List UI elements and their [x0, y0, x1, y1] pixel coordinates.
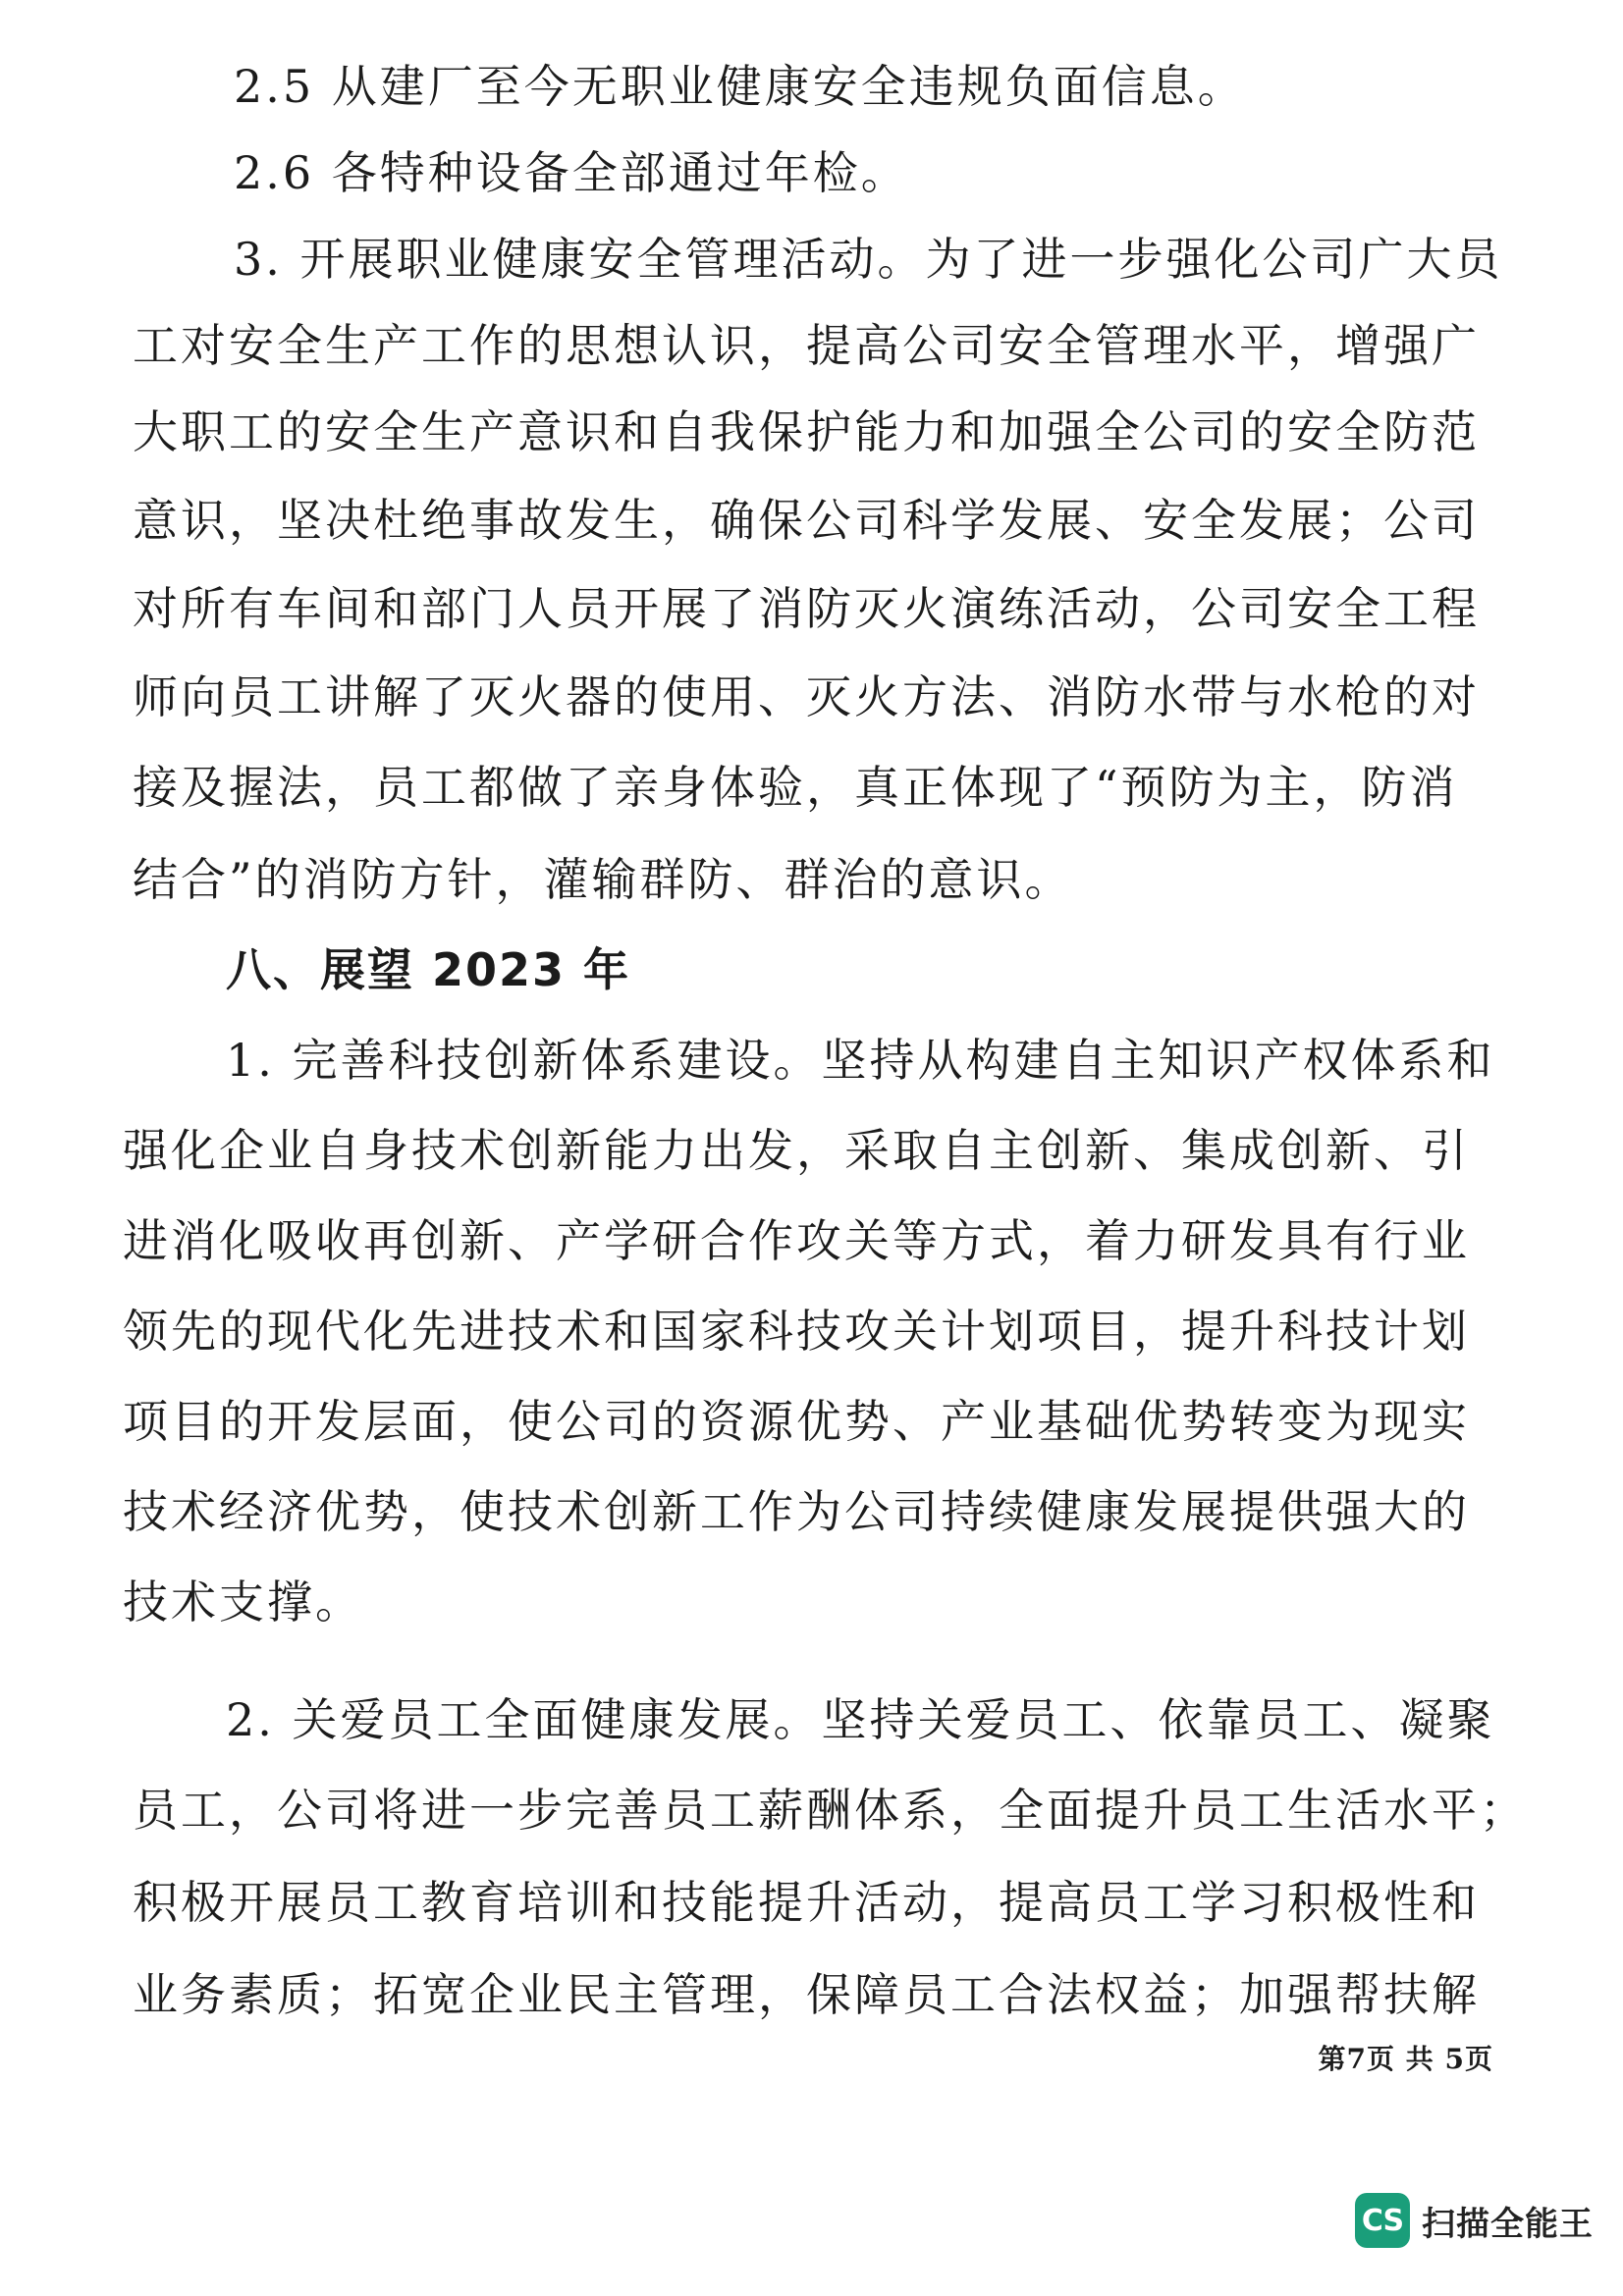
text-line: 技术支撑。	[123, 1575, 363, 1629]
text-line: 2.6 各特种设备全部通过年检。	[234, 146, 909, 199]
page-number: 第7页 共 5页	[1318, 2043, 1493, 2075]
text-line: 技术经济优势，使技术创新工作为公司持续健康发展提供强大的	[123, 1485, 1470, 1538]
text-line: 进消化吸收再创新、产学研合作攻关等方式，着力研发具有行业	[123, 1214, 1470, 1267]
text-line: 2.5 从建厂至今无职业健康安全违规负面信息。	[234, 60, 1246, 113]
camscanner-logo-icon: CS	[1355, 2193, 1410, 2248]
text-line: 3. 开展职业健康安全管理活动。为了进一步强化公司广大员	[234, 233, 1503, 286]
text-line: 业务素质；拓宽企业民主管理，保障员工合法权益；加强帮扶解	[133, 1968, 1480, 2021]
text-line: 积极开展员工教育培训和技能提升活动，提高员工学习积极性和	[133, 1876, 1480, 1929]
text-line: 领先的现代化先进技术和国家科技攻关计划项目，提升科技计划	[123, 1305, 1470, 1358]
text-line: 1. 完善科技创新体系建设。坚持从构建自主知识产权体系和	[226, 1034, 1495, 1087]
text-line: 对所有车间和部门人员开展了消防灭火演练活动，公司安全工程	[133, 582, 1480, 635]
text-line: 意识，坚决杜绝事故发生，确保公司科学发展、安全发展；公司	[133, 494, 1480, 547]
watermark-text: 扫描全能王	[1422, 2204, 1594, 2244]
text-line: 项目的开发层面，使公司的资源优势、产业基础优势转变为现实	[123, 1395, 1470, 1448]
text-line: 结合”的消防方针，灌输群防、群治的意识。	[133, 853, 1073, 906]
section-heading: 八、展望 2023 年	[226, 943, 631, 996]
text-line: 员工，公司将进一步完善员工薪酬体系，全面提升员工生活水平；	[133, 1784, 1528, 1837]
text-line: 工对安全生产工作的思想认识，提高公司安全管理水平，增强广	[133, 319, 1480, 372]
text-line: 2. 关爱员工全面健康发展。坚持关爱员工、依靠员工、凝聚	[226, 1693, 1495, 1746]
text-line: 大职工的安全生产意识和自我保护能力和加强全公司的安全防范	[133, 405, 1480, 458]
text-line: 接及握法，员工都做了亲身体验，真正体现了“预防为主，防消	[133, 761, 1458, 814]
text-line: 强化企业自身技术创新能力出发，采取自主创新、集成创新、引	[123, 1124, 1470, 1177]
text-line: 师向员工讲解了灭火器的使用、灭火方法、消防水带与水枪的对	[133, 670, 1480, 723]
scanner-watermark	[1355, 2191, 1594, 2250]
